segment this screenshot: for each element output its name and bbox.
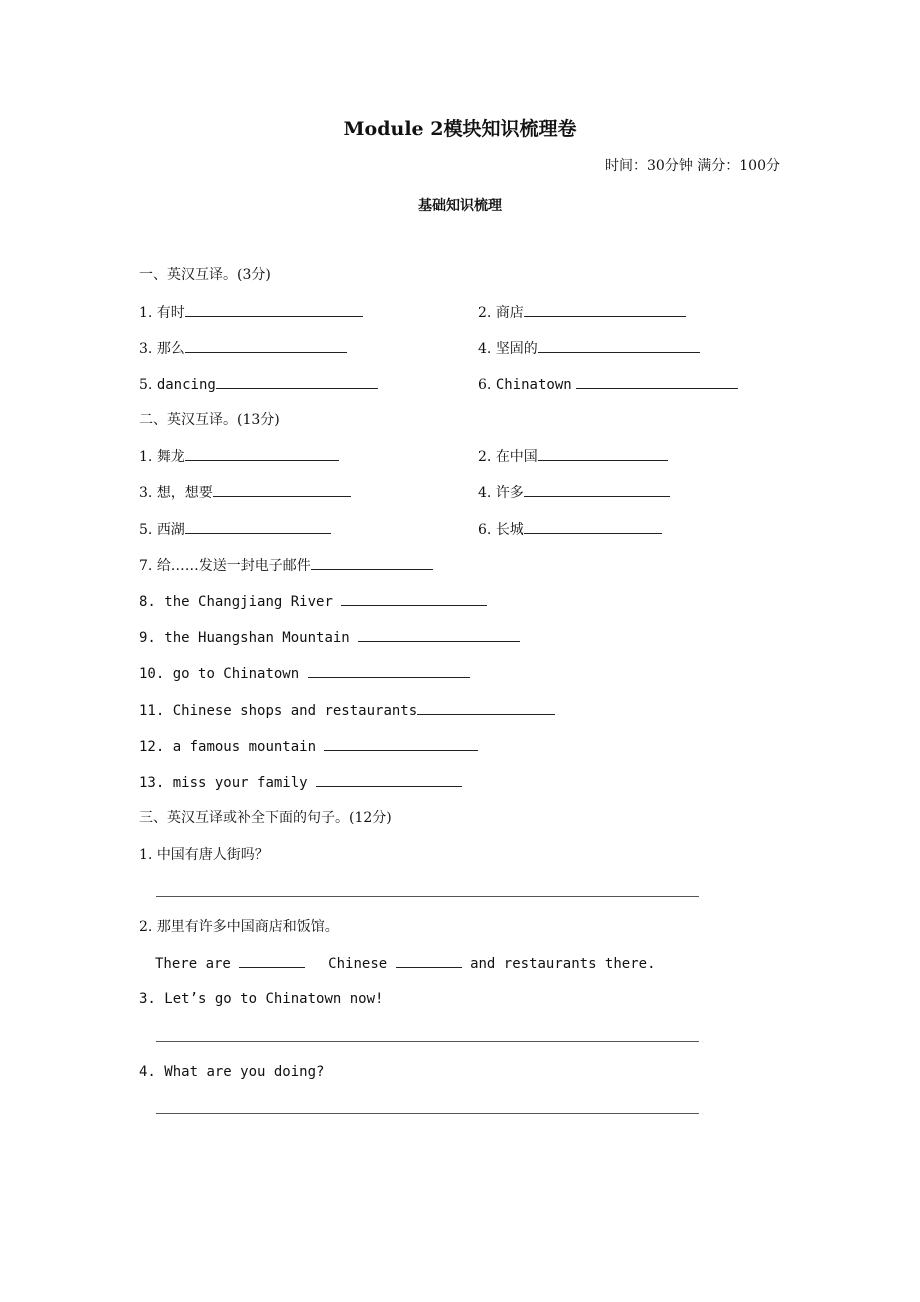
answer-blank[interactable] bbox=[316, 772, 462, 787]
answer-blank[interactable] bbox=[213, 482, 351, 497]
item-text: Chinese shops and restaurants bbox=[172, 703, 418, 719]
item-number: 1. bbox=[139, 449, 153, 465]
time-score-info: 时间：30分钟 满分：100分 bbox=[605, 158, 780, 174]
list-item bbox=[139, 772, 462, 793]
item-number: 2. bbox=[478, 449, 492, 465]
item-text: 给……发送一封电子邮件 bbox=[156, 558, 311, 574]
answer-blank[interactable] bbox=[311, 555, 433, 570]
item-text: 舞龙 bbox=[156, 449, 185, 465]
item-number: 6. bbox=[478, 522, 492, 538]
list-item bbox=[478, 302, 686, 323]
list-item bbox=[139, 736, 478, 757]
item-text: Let’s go to Chinatown now! bbox=[164, 991, 384, 1007]
answer-blank[interactable] bbox=[576, 374, 738, 389]
item-text: go to Chinatown bbox=[172, 666, 300, 682]
item-text: 那么 bbox=[156, 341, 185, 357]
item-text: 中国有唐人街吗？ bbox=[156, 847, 269, 863]
item-text: the Changjiang River bbox=[164, 594, 333, 610]
list-item bbox=[139, 663, 470, 684]
item-text: the Huangshan Mountain bbox=[164, 630, 350, 646]
item-text: 长城 bbox=[495, 522, 524, 538]
item-text: 坚固的 bbox=[495, 341, 538, 357]
item-number: 9. bbox=[139, 630, 156, 646]
answer-blank[interactable] bbox=[538, 446, 668, 461]
list-item bbox=[139, 519, 331, 540]
list-item bbox=[139, 338, 347, 359]
list-item bbox=[478, 519, 662, 540]
item-number: 2. bbox=[139, 919, 153, 935]
item-number: 1. bbox=[139, 847, 153, 863]
answer-blank[interactable] bbox=[358, 627, 520, 642]
list-item bbox=[139, 446, 339, 467]
item-number: 12. bbox=[139, 739, 165, 755]
fill-sentence bbox=[155, 953, 656, 974]
item-number: 11. bbox=[139, 703, 165, 719]
answer-blank[interactable] bbox=[185, 302, 363, 317]
item-text: 许多 bbox=[495, 485, 524, 501]
sentence-part: Chinese bbox=[328, 956, 388, 972]
list-item bbox=[478, 446, 668, 467]
item-text: What are you doing? bbox=[164, 1064, 325, 1080]
item-text: dancing bbox=[156, 377, 216, 393]
list-item bbox=[139, 555, 433, 576]
item-number: 3. bbox=[139, 341, 153, 357]
answer-blank[interactable] bbox=[417, 700, 555, 715]
list-item bbox=[139, 989, 383, 1009]
list-item bbox=[139, 917, 339, 937]
item-number: 13. bbox=[139, 775, 165, 791]
sentence-part: and restaurants there. bbox=[470, 956, 656, 972]
item-text: a famous mountain bbox=[172, 739, 317, 755]
item-number: 4. bbox=[478, 341, 492, 357]
item-text: 那里有许多中国商店和饭馆。 bbox=[156, 919, 339, 935]
section1-heading: 一、英汉互译。(3分) bbox=[139, 267, 271, 283]
item-text: Chinatown bbox=[495, 377, 572, 393]
answer-blank[interactable] bbox=[308, 663, 470, 678]
answer-line[interactable] bbox=[156, 1041, 699, 1042]
item-text: miss your family bbox=[172, 775, 308, 791]
item-number: 5. bbox=[139, 522, 153, 538]
answer-blank[interactable] bbox=[341, 591, 487, 606]
item-number: 6. bbox=[478, 377, 492, 393]
answer-blank[interactable] bbox=[216, 374, 378, 389]
answer-blank[interactable] bbox=[324, 736, 478, 751]
answer-blank[interactable] bbox=[185, 519, 331, 534]
item-number: 5. bbox=[139, 377, 153, 393]
item-text: 商店 bbox=[495, 305, 524, 321]
answer-line[interactable] bbox=[156, 896, 699, 897]
answer-blank[interactable] bbox=[396, 953, 462, 968]
list-item bbox=[478, 338, 700, 359]
list-item bbox=[139, 627, 520, 648]
section2-heading: 二、英汉互译。(13分) bbox=[139, 412, 280, 428]
item-number: 4. bbox=[478, 485, 492, 501]
answer-blank[interactable] bbox=[538, 338, 700, 353]
item-number: 8. bbox=[139, 594, 156, 610]
list-item bbox=[139, 591, 487, 612]
item-number: 4. bbox=[139, 1064, 156, 1080]
item-number: 7. bbox=[139, 558, 153, 574]
list-item bbox=[478, 374, 738, 395]
answer-blank[interactable] bbox=[524, 482, 670, 497]
item-text: 想，想要 bbox=[156, 485, 213, 501]
item-number: 1. bbox=[139, 305, 153, 321]
answer-blank[interactable] bbox=[239, 953, 305, 968]
list-item bbox=[478, 482, 670, 503]
list-item bbox=[139, 302, 363, 323]
list-item bbox=[139, 700, 555, 721]
item-text: 有时 bbox=[156, 305, 185, 321]
item-text: 西湖 bbox=[156, 522, 185, 538]
section-subtitle: 基础知识梳理 bbox=[418, 198, 502, 214]
sentence-part: There are bbox=[155, 956, 231, 972]
list-item bbox=[139, 845, 269, 865]
list-item bbox=[139, 374, 378, 395]
item-number: 2. bbox=[478, 305, 492, 321]
answer-blank[interactable] bbox=[524, 519, 662, 534]
answer-blank[interactable] bbox=[185, 446, 339, 461]
item-text: 在中国 bbox=[495, 449, 538, 465]
item-number: 10. bbox=[139, 666, 165, 682]
list-item bbox=[139, 482, 351, 503]
answer-blank[interactable] bbox=[524, 302, 686, 317]
section3-heading: 三、英汉互译或补全下面的句子。(12分) bbox=[139, 810, 392, 826]
item-number: 3. bbox=[139, 485, 153, 501]
answer-blank[interactable] bbox=[185, 338, 347, 353]
list-item bbox=[139, 1062, 324, 1082]
answer-line[interactable] bbox=[156, 1113, 699, 1114]
item-number: 3. bbox=[139, 991, 156, 1007]
page-title: Module 2模块知识梳理卷 bbox=[343, 118, 577, 140]
